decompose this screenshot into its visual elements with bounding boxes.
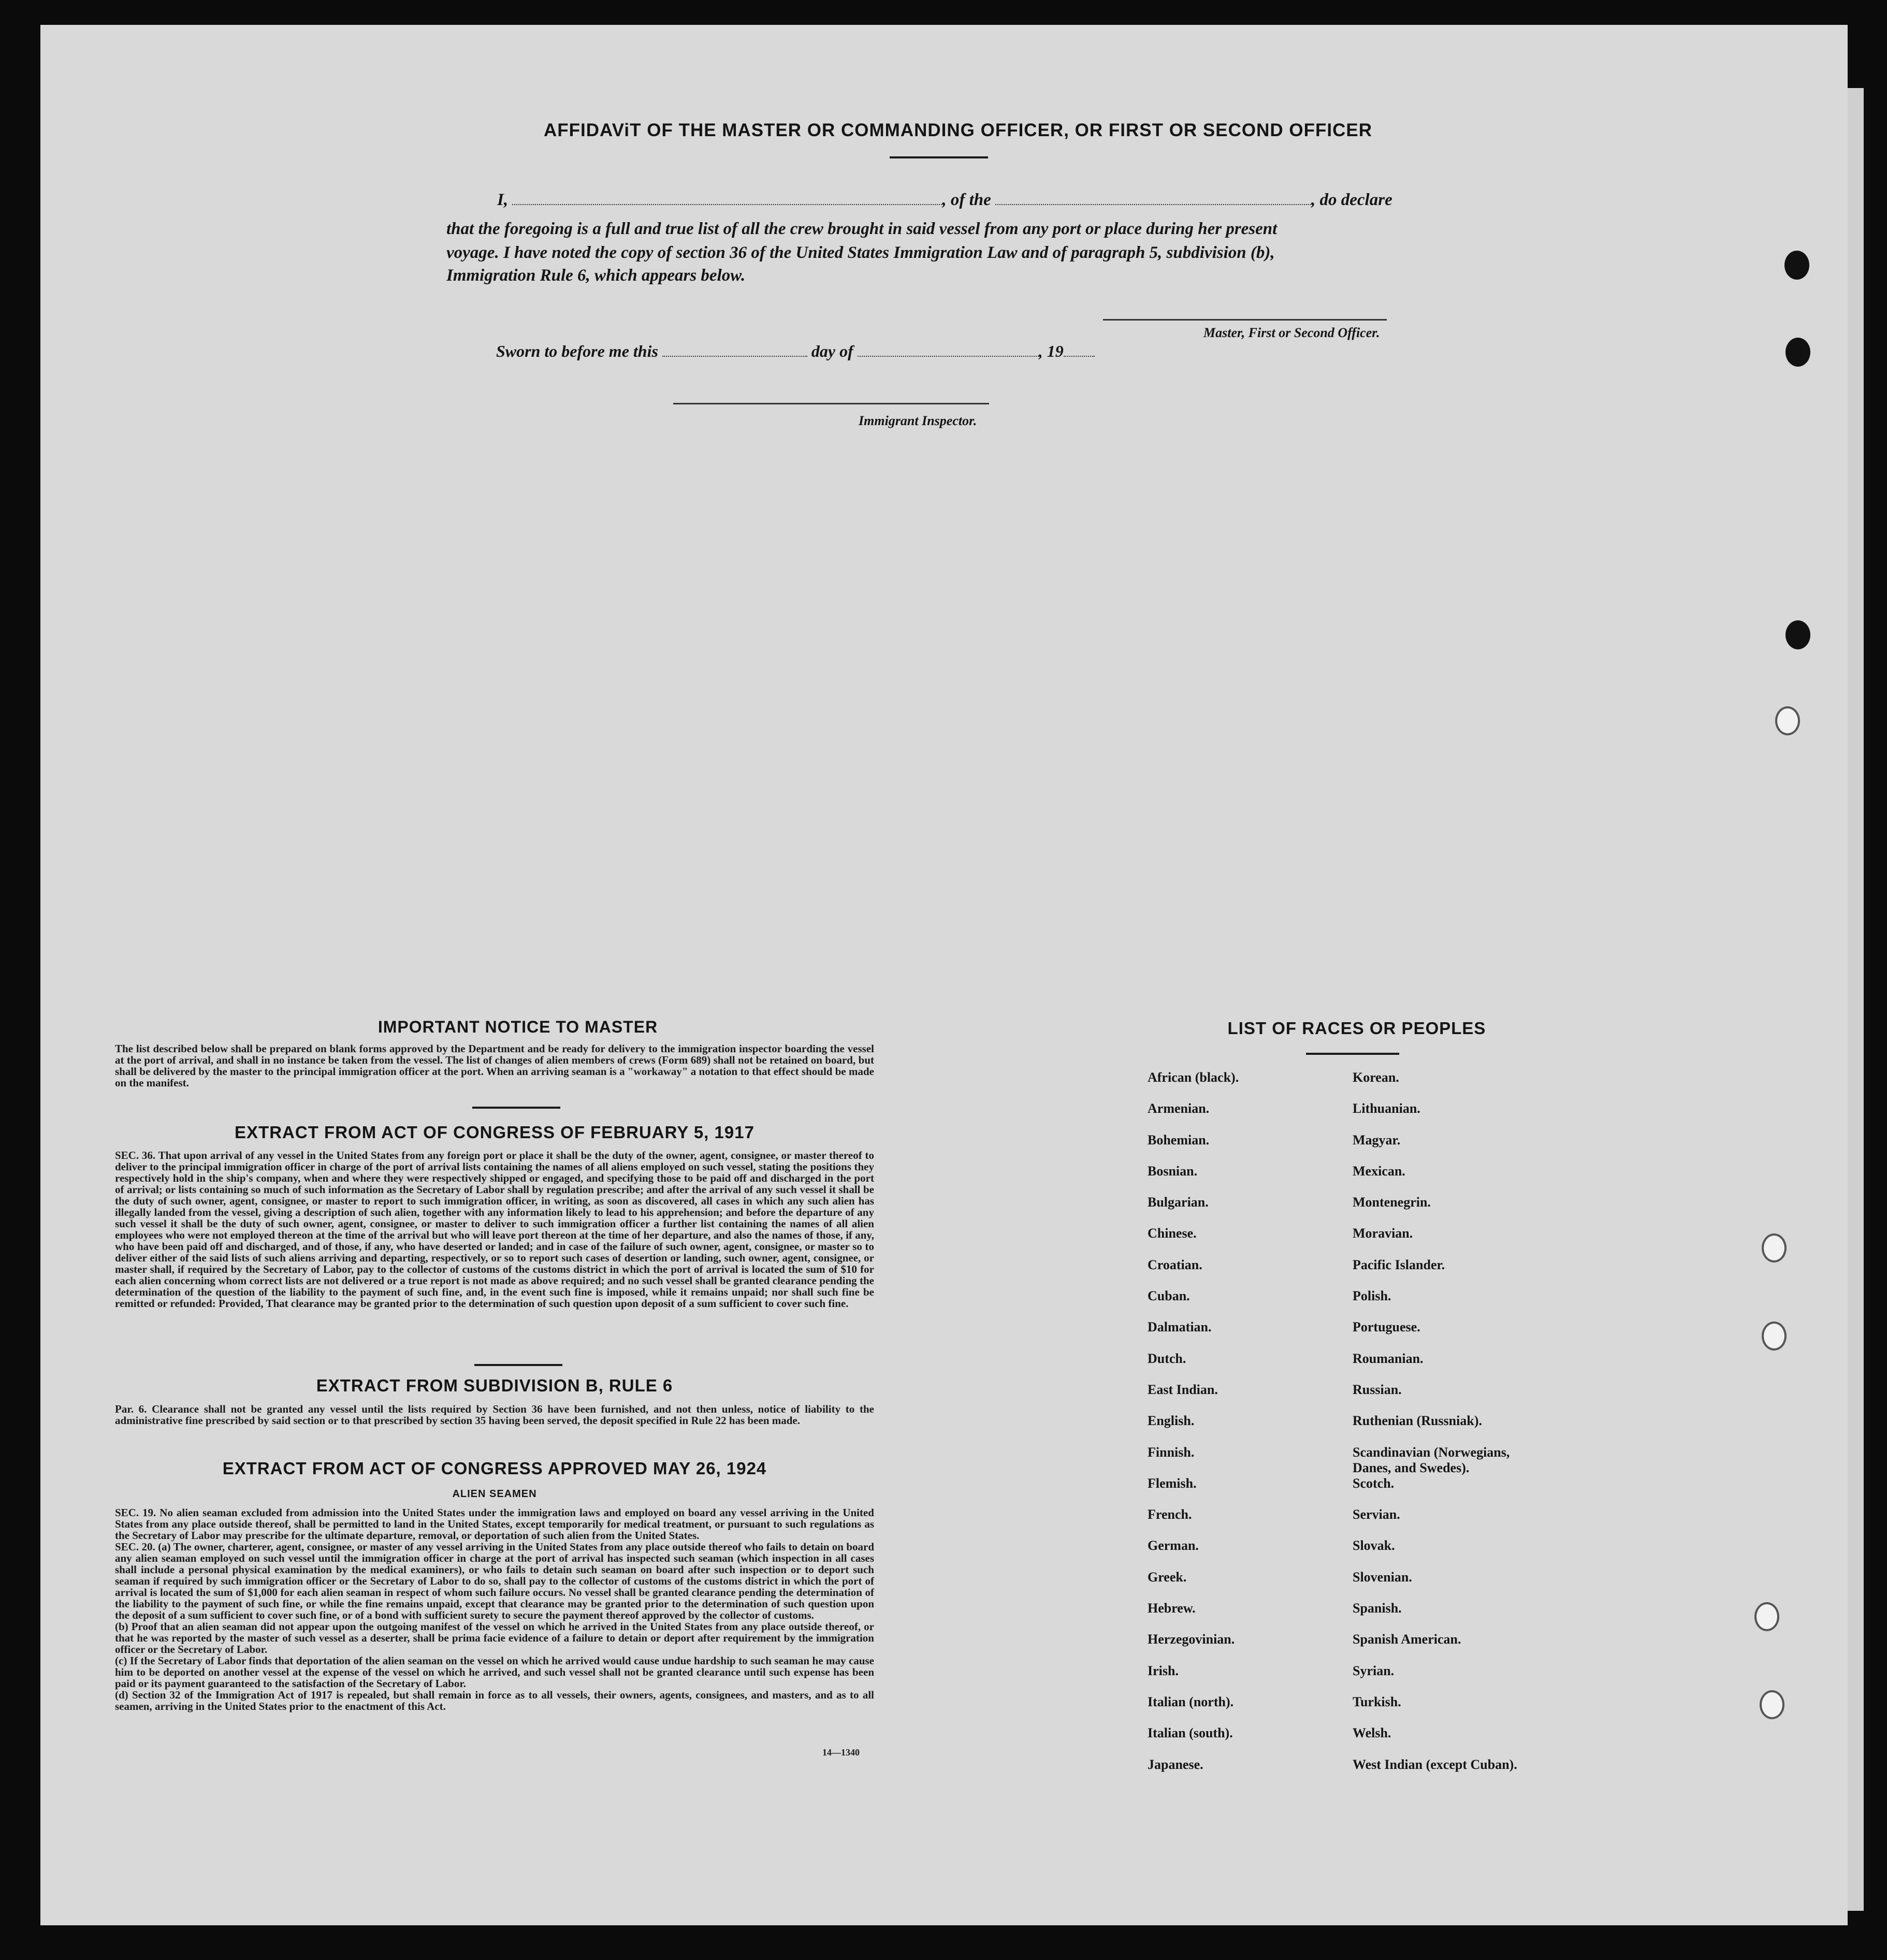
race-item: Dalmatian. [1148, 1319, 1212, 1335]
punch-hole [1784, 251, 1809, 280]
notice-rule [472, 1107, 560, 1109]
punch-hole [1775, 706, 1800, 735]
race-item: Turkish. [1353, 1694, 1401, 1709]
race-item: Chinese. [1148, 1226, 1197, 1241]
affidavit-declaration-line [497, 191, 1434, 210]
punch-hole [1786, 338, 1810, 367]
race-item: Japanese. [1148, 1756, 1203, 1772]
section-20a: SEC. 20. (a) The owner, charterer, agent, consignee, or master of any vessel arriving in the United States from any place outside thereof who fails to detain on board any alien seaman employed on such vessel until the immigration officer in charge at the port of arrival has inspected such seaman (which inspection in all cases shall include a personal physical examination by the medical examiners), or who fails to detain such seaman on board after such inspection or to deport such seaman if required by such immigration officer or the Secretary of Labor to do so, shall pay to the collector of customs of the customs district in which the port of arrival is located the sum of $1,000 for each alien seaman in respect of whom such failure occurs. No vessel shall be granted clearance pending the determination of the liability to the payment of such fine, or while the fine remains unpaid, except that clearance may be granted prior to the determination of such question upon the deposit of a sum sufficient to cover such fine, or of a bond with sufficient surety to secure the payment thereof approved by the collector of customs. [115, 1541, 874, 1621]
extract-1917-body: SEC. 36. That upon arrival of any vessel in the United States from any foreign port or place it shall be the duty of the owner, agent, consignee, or master thereof to deliver to the principal immigration officer in charge of the port of arrival lists containing the names of all aliens employed on such vessel, stating the positions they respectively hold in the ship's company, when and where they were respectively shipped or engaged, and specifying those to be paid off and discharged in the port of arrival; or lists containing so much of such information as the Secretary of Labor shall by regulation prescribe; and after the arrival of any such vessel it shall be the duty of such owner, agent, consignee, or master to report to such immigration officer, in writing, as soon as discovered, all cases in which any such alien has illegally landed from the vessel, giving a description of such alien, together with any information likely to lead to his apprehension; and before the departure of any such vessel it shall be the duty of such owner, agent, consignee, or master to deliver to such immigration officer a further list containing the names of all alien employees who were not employed thereon at the time of the arrival but who will leave port thereon at the time of her departure, and also the names of those, if any, who have been paid off and discharged, and of those, if any, who have deserted or landed; and in case of the failure of such owner, agent, consignee, or master so to deliver either of the said lists of such aliens arriving and departing, respectively, or so to report such cases of desertion or landing, such owner, agent, consignee, or master shall, if required by the Secretary of Labor, pay to the collector of customs of the customs district in which the port of arrival is located the sum of $10 for each alien concerning whom correct lists are not delivered or a true report is not made as above required; and no such vessel shall be granted clearance pending the determination of the question of the liability to the payment of such fine, and, in the event such fine is imposed, while it remains unpaid; nor shall such fine be remitted or refunded: Provided, That clearance may be granted prior to the determination of such question upon deposit of a sum sufficient to cover such fine. [115, 1149, 874, 1310]
race-item: Lithuanian. [1353, 1101, 1420, 1116]
race-item: Slovak. [1353, 1538, 1395, 1554]
race-item: Korean. [1353, 1070, 1399, 1085]
race-item: Italian (north). [1148, 1694, 1234, 1709]
rule6-title: EXTRACT FROM SUBDIVISION B, RULE 6 [316, 1376, 673, 1395]
race-item: Spanish. [1353, 1601, 1402, 1616]
race-item: Croatian. [1148, 1257, 1202, 1272]
race-item: Bulgarian. [1148, 1195, 1209, 1210]
affidavit-i: I, [497, 191, 509, 209]
extract-1924-title: EXTRACT FROM ACT OF CONGRESS APPROVED MAY 26, 1924 [222, 1459, 767, 1478]
race-item: English. [1148, 1413, 1195, 1429]
day-of-text: day of [811, 342, 853, 360]
section-20c: (c) If the Secretary of Labor finds that deportation of the alien seaman on the vessel on which he arrived would cause undue hardship to such seaman he may cause him to be deported on another vessel at the expense of the vessel on which he arrived, and such vessel shall not be granted clearance until such expense has been paid or its payment guaranteed to the satisfaction of the Secretary of Labor. [115, 1654, 874, 1690]
extract-1917-title: EXTRACT FROM ACT OF CONGRESS OF FEBRUARY 5, 1917 [235, 1123, 754, 1142]
punch-hole [1754, 1602, 1779, 1631]
section-20d: (d) Section 32 of the Immigration Act of 1917 is repealed, but shall remain in force as to all vessels, their owners, agents, consignees, and masters, and as to all seamen, arriving in the United States prior to the enactment of this Act. [115, 1689, 874, 1712]
affidavit-title: AFFIDAViT OF THE MASTER OR COMMANDING OFFICER, OR FIRST OR SECOND OFFICER [543, 120, 1372, 140]
affidavit-line-3: voyage. I have noted the copy of section 36 of the United States Immigration Law and of paragraph 5, subdivision (b), [446, 243, 1275, 262]
notice-body: The list described below shall be prepared on blank forms approved by the Department and be ready for delivery to the immigration inspector boarding the vessel at the port of arrival, and shall in no instance be taken from the vessel. The list of changes of alien members of crews (Form 689) shall not be retained on board, but shall be delivered by the master to the principal immigration officer at the port. When an arriving seaman is a "workaway" a notation to that effect should be made on the manifest. [115, 1042, 874, 1089]
race-item: Russian. [1353, 1382, 1402, 1397]
sworn-before-text: Sworn to before me this [496, 342, 658, 360]
race-item: German. [1148, 1538, 1199, 1554]
race-item: Magyar. [1353, 1132, 1401, 1148]
race-item: Slovenian. [1353, 1569, 1412, 1585]
notice-title: IMPORTANT NOTICE TO MASTER [378, 1018, 658, 1036]
rule6-body: Par. 6. Clearance shall not be granted any vessel until the lists required by Section 36 have been furnished, and not then unless, notice of liability to the administrative fine prescribed by said section or to that prescribed by section 35 having been served, the deposit specified in Rule 22 has been made. [115, 1403, 874, 1427]
race-item: Moravian. [1353, 1226, 1413, 1241]
race-item: Welsh. [1353, 1725, 1391, 1741]
race-item: Ruthenian (Russniak). [1353, 1413, 1482, 1429]
master-name-field[interactable] [512, 193, 942, 205]
race-item: Dutch. [1148, 1351, 1186, 1366]
race-item: Greek. [1148, 1569, 1187, 1585]
race-item: West Indian (except Cuban). [1353, 1756, 1517, 1772]
sworn-year-field[interactable] [1064, 344, 1095, 357]
race-item: Scandinavian (Norwegians, Danes, and Swedes). [1353, 1444, 1510, 1475]
vessel-name-field[interactable] [995, 193, 1311, 205]
affidavit-of-the: , of the [942, 191, 991, 209]
affidavit-title-rule [890, 156, 988, 158]
race-item: Cuban. [1148, 1288, 1190, 1304]
sworn-month-field[interactable] [858, 344, 1039, 357]
punch-hole [1762, 1233, 1787, 1262]
races-title-rule [1306, 1053, 1399, 1055]
race-item: Spanish American. [1353, 1632, 1461, 1647]
race-item: East Indian. [1148, 1382, 1218, 1397]
race-item: Roumanian. [1353, 1351, 1424, 1366]
inspector-signature-line[interactable] [673, 403, 989, 404]
extract-1917-rule [474, 1364, 562, 1366]
race-item: Syrian. [1353, 1663, 1395, 1678]
race-item: Flemish. [1148, 1475, 1197, 1491]
alien-seamen-subtitle: ALIEN SEAMEN [452, 1488, 537, 1500]
section-20b: (b) Proof that an alien seaman did not appear upon the outgoing manifest of the vessel on which he arrived in the United States from any place outside thereof, or that he was reported by the master of such vessel as a deserter, shall be prima facie evidence of a failure to detain or deport after requirement by the immigration officer or the Secretary of Labor. [115, 1620, 874, 1656]
race-item: Armenian. [1148, 1101, 1210, 1116]
sworn-line [496, 342, 1221, 361]
punch-hole [1762, 1322, 1787, 1351]
race-item: Irish. [1148, 1663, 1179, 1678]
race-item: Scotch. [1353, 1475, 1395, 1491]
form-number: 14—1340 [822, 1747, 860, 1758]
inspector-label: Immigrant Inspector. [859, 413, 977, 428]
affidavit-do-declare: , do declare [1311, 191, 1392, 209]
race-item: Bosnian. [1148, 1163, 1198, 1179]
race-item: Montenegrin. [1353, 1195, 1431, 1210]
races-list-right [1353, 1070, 1539, 1788]
master-signature-line[interactable] [1103, 319, 1387, 321]
race-item: Bohemian. [1148, 1132, 1210, 1148]
race-item: Finnish. [1148, 1444, 1195, 1460]
race-item: African (black). [1148, 1070, 1239, 1085]
race-item: French. [1148, 1507, 1192, 1522]
race-item: Italian (south). [1148, 1725, 1233, 1741]
affidavit-line-2: that the foregoing is a full and true list of all the crew brought in said vessel from any port or place during her present [446, 220, 1278, 238]
race-item: Herzegovinian. [1148, 1632, 1235, 1647]
race-item: Pacific Islander. [1353, 1257, 1445, 1272]
race-item: Mexican. [1353, 1163, 1405, 1179]
races-list-left [1148, 1070, 1334, 1788]
section-19: SEC. 19. No alien seaman excluded from admission into the United States under the immigration laws and employed on board any vessel arriving in the United States from any place outside thereof, shall be permitted to land in the United States, except temporarily for medical treatment, or pursuant to such regulations as the Secretary of Labor may prescribe for the ultimate departure, removal, or deportation of such alien from the United States. [115, 1506, 874, 1542]
race-item: Servian. [1353, 1507, 1400, 1522]
punch-hole [1760, 1690, 1784, 1719]
sworn-day-field[interactable] [662, 344, 807, 357]
race-item: Polish. [1353, 1288, 1391, 1304]
affidavit-line-4: Immigration Rule 6, which appears below. [446, 266, 746, 285]
extract-1924-body [115, 1507, 874, 1712]
race-item: Hebrew. [1148, 1601, 1196, 1616]
year-prefix-text: , 19 [1038, 342, 1064, 360]
master-signature-label: Master, First or Second Officer. [1203, 325, 1380, 340]
punch-hole [1786, 620, 1810, 649]
race-item: Portuguese. [1353, 1319, 1420, 1335]
races-title: LIST OF RACES OR PEOPLES [1227, 1019, 1486, 1038]
